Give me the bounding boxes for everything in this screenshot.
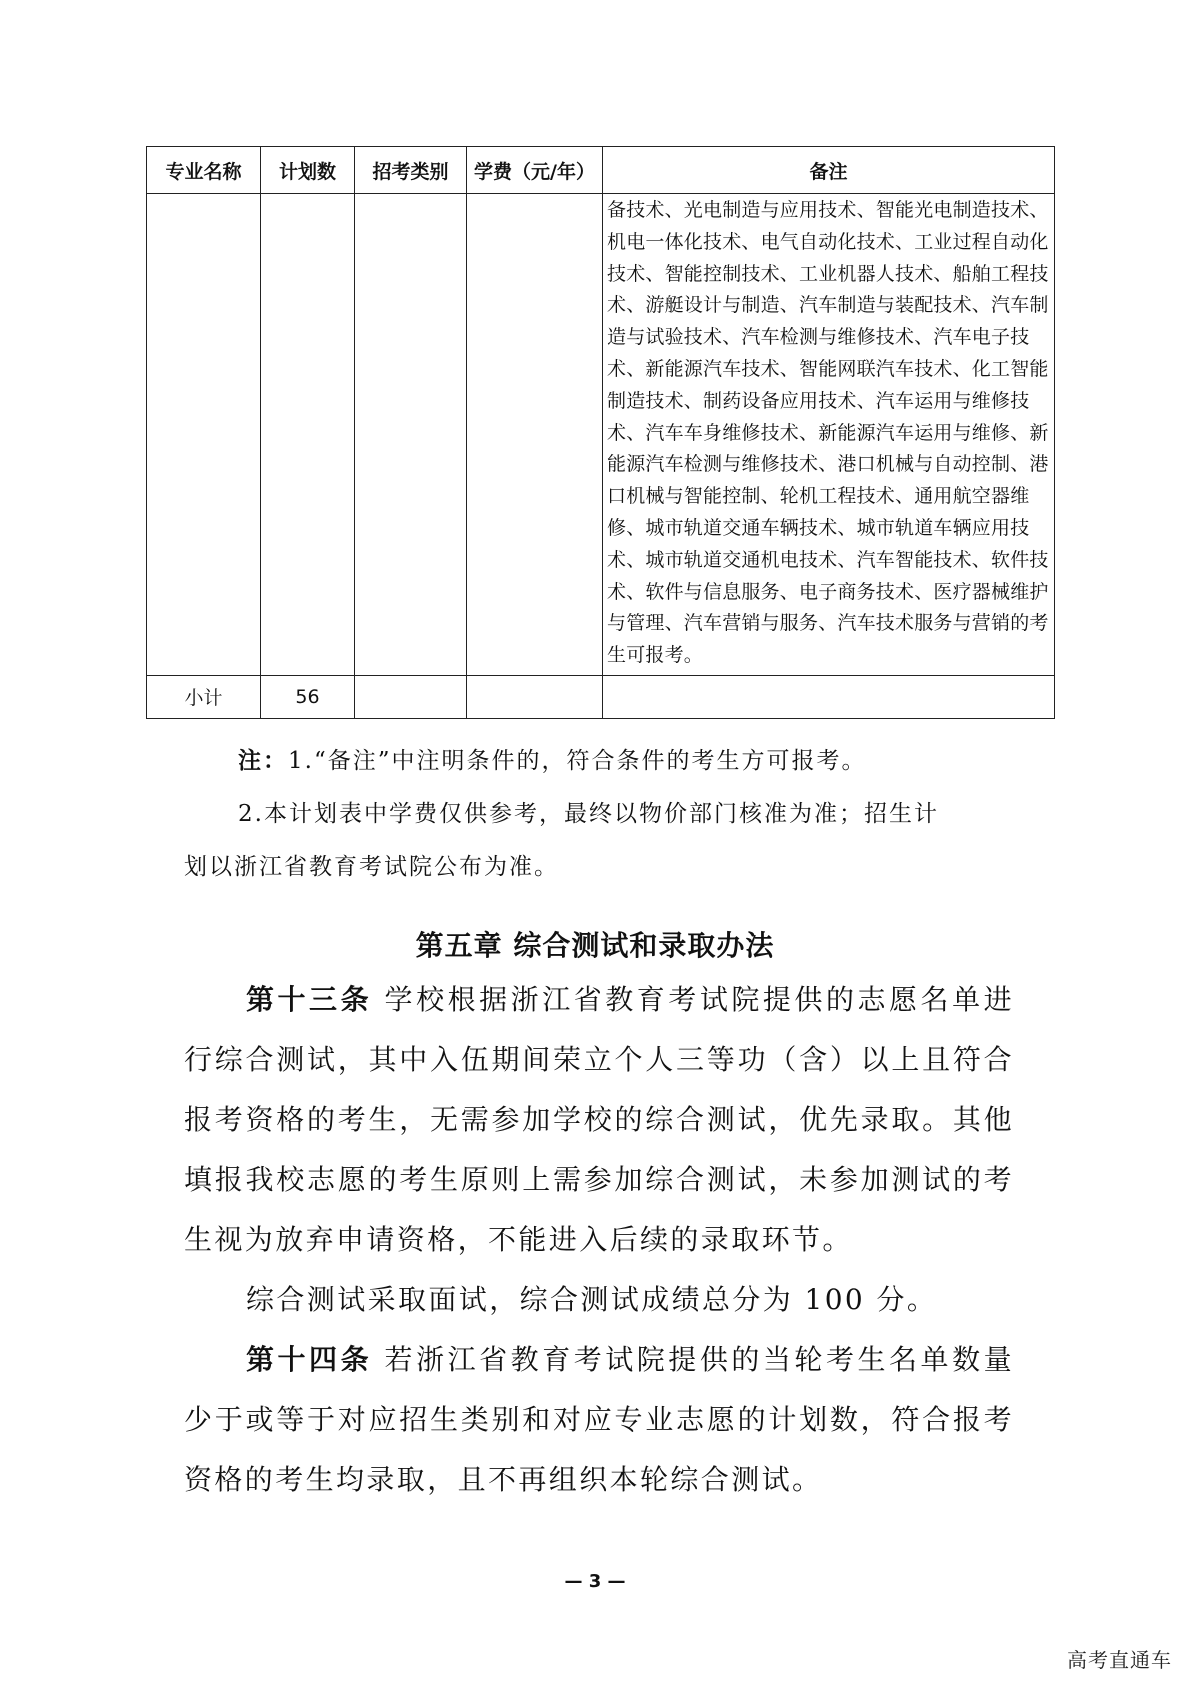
header-plan-count: 计划数 — [261, 147, 355, 194]
chapter-title: 第五章 综合测试和录取办法 — [415, 929, 775, 962]
cell-remarks: 备技术、光电制造与应用技术、智能光电制造技术、机电一体化技术、电气自动化技术、工业过程自动化技术、智能控制技术、工业机器人技术、船舶工程技术、游艇设计与制造、汽车制造与装配技术、汽车制造与试验技术、汽车检测与维修技术、汽车电子技术、新能源汽车技术、智能网联汽车技术、化工智能制造技术、制药设备应用技术、汽车运用与维修技术、汽车车身维修技术、新能源汽车运用与维修、新能源汽车检测与维修技术、港口机械与自动控制、港口机械与智能控制、轮机工程技术、通用航空器维修、城市轨道交通车辆技术、城市轨道车辆应用技术、城市轨道交通机电技术、汽车智能技术、软件技术、软件与信息服务、电子商务技术、医疗器械维护与管理、汽车营销与服务、汽车技术服务与营销的考生可报考。 — [603, 194, 1055, 676]
header-tuition: 学费（元/年） — [467, 147, 603, 194]
subtotal-empty-1 — [355, 675, 467, 718]
cell-exam-category — [355, 194, 467, 676]
cell-tuition — [467, 194, 603, 676]
test-score-paragraph: 综合测试采取面试，综合测试成绩总分为 100 分。 — [246, 1283, 938, 1316]
article-14-paragraph — [184, 1330, 1014, 1510]
article-14-title: 第十四条 — [246, 1343, 373, 1376]
note-2-line-1: 2.本计划表中学费仅供参考，最终以物价部门核准为准；招生计 — [238, 801, 939, 827]
note-1-text: 1.“备注”中注明条件的，符合条件的考生方可报考。 — [288, 748, 867, 774]
article-13-text: 学校根据浙江省教育考试院提供的志愿名单进行综合测试，其中入伍期间荣立个人三等功（含）以上且符合报考资格的考生，无需参加学校的综合测试，优先录取。其他填报我校志愿的考生原则上需参加综合测试，未参加测试的考生视为放弃申请资格，不能进入后续的录取环节。 — [184, 983, 1014, 1256]
subtotal-label: 小计 — [147, 675, 261, 718]
header-exam-category: 招考类别 — [355, 147, 467, 194]
note-label: 注： — [238, 747, 288, 774]
page-number: — 3 — — [564, 1571, 626, 1592]
table-row — [147, 194, 1055, 676]
note-1 — [238, 744, 866, 778]
subtotal-count: 56 — [261, 675, 355, 718]
article-13-title: 第十三条 — [246, 983, 373, 1016]
cell-plan-count — [261, 194, 355, 676]
note-2-line-2: 划以浙江省教育考试院公布为准。 — [184, 854, 559, 880]
subtotal-row — [147, 675, 1055, 718]
article-14-text: 若浙江省教育考试院提供的当轮考生名单数量少于或等于对应招生类别和对应专业志愿的计划数，符合报考资格的考生均录取，且不再组织本轮综合测试。 — [184, 1343, 1014, 1496]
header-major-name: 专业名称 — [147, 147, 261, 194]
subtotal-empty-3 — [603, 675, 1055, 718]
table-header-row — [147, 147, 1055, 194]
header-remarks: 备注 — [603, 147, 1055, 194]
subtotal-empty-2 — [467, 675, 603, 718]
watermark: 高考直通车 — [1067, 1648, 1172, 1672]
enrollment-plan-table — [146, 146, 1055, 719]
cell-major-name — [147, 194, 261, 676]
article-13-paragraph — [184, 970, 1014, 1270]
